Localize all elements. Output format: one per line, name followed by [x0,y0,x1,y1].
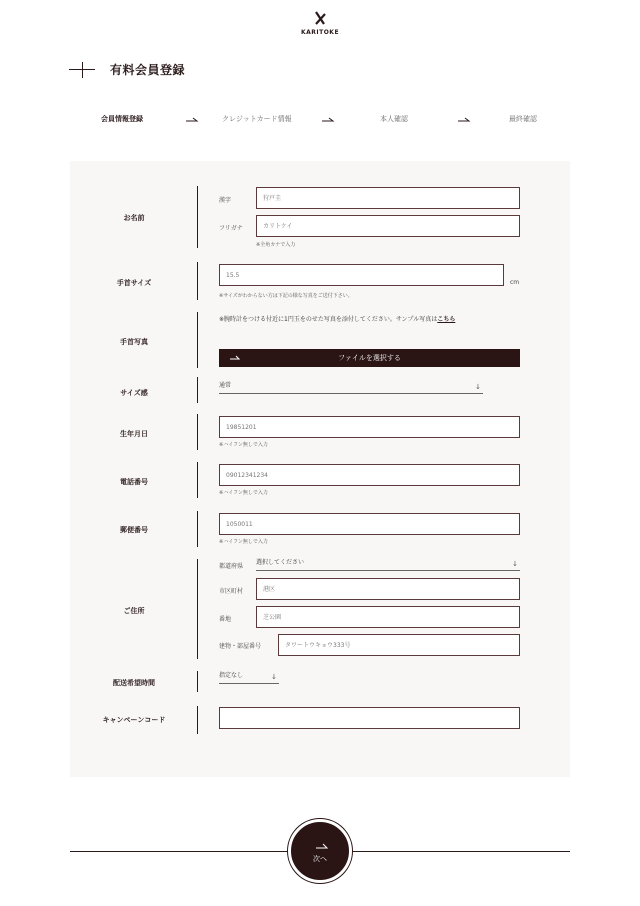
step-arrow-icon [457,116,471,126]
page-title-text: 有料会員登録 [110,63,186,77]
kana-label: フリガナ [219,225,243,232]
divider [197,262,198,300]
delivery-time-value: 指定なし [219,672,244,679]
step-identity: 本人確認 [380,115,408,123]
registration-steps [0,114,640,130]
divider [197,559,198,659]
prefecture-value: 選択してください [256,559,305,566]
arrow-right-icon [315,842,329,852]
choose-file-label: ファイルを選択する [338,354,401,362]
divider [197,511,198,547]
name-kanji-input[interactable] [256,187,520,209]
phone-label: 電話番号 [120,478,148,486]
divider [197,414,198,450]
prefecture-select[interactable] [256,557,520,571]
postal-label: 郵便番号 [120,526,148,534]
wrist-size-note: ※サイズがわからない方は下記の様な写真をご送付下さい。 [219,293,353,299]
campaign-code-input[interactable] [219,707,520,729]
birthday-note: ※ハイフン無しで入力 [219,442,268,448]
wrist-photo-label: 手首写真 [120,338,148,346]
street-label: 番地 [219,616,232,623]
divider [197,312,198,368]
brand-name: KARITOKE [300,29,340,36]
next-button[interactable] [288,819,352,883]
wrist-size-label: 手首サイズ [116,279,152,287]
size-fit-select[interactable] [219,380,483,394]
delivery-time-label: 配送希望時間 [113,679,155,687]
kanji-label: 漢字 [219,197,232,204]
kana-note: ※全角カナで入力 [256,242,296,248]
divider [197,186,198,248]
step-member-info: 会員情報登録 [101,115,143,123]
city-label: 市区町村 [219,588,244,595]
step-final-confirm: 最終確認 [509,115,537,123]
sample-photo-link[interactable]: こちら [437,316,456,323]
wrist-unit: cm [510,279,520,286]
name-kana-input[interactable] [256,215,520,237]
page-title [69,61,185,78]
arrow-right-icon [229,353,241,363]
postal-note: ※ハイフン無しで入力 [219,539,268,545]
plus-icon [69,62,95,78]
wrist-photo-note-text: ※腕時計をつける付近に1円玉をのせた写真を添付してください。サンプル写真は [219,316,438,323]
campaign-code-label: キャンペーンコード [102,716,166,724]
building-input[interactable] [278,634,520,656]
size-fit-value: 通常 [219,382,232,389]
prefecture-label: 都道府県 [219,563,244,570]
step-arrow-icon [321,116,335,126]
divider [197,706,198,734]
birthday-label: 生年月日 [120,430,148,438]
city-input[interactable] [256,578,520,600]
step-credit-card: クレジットカード情報 [222,115,292,123]
delivery-time-select[interactable] [219,670,279,684]
size-fit-label: サイズ感 [120,389,148,397]
name-label: お名前 [123,214,145,222]
wrist-photo-note [219,314,455,323]
phone-note: ※ハイフン無しで入力 [219,490,268,496]
divider [197,377,198,403]
brand-logo[interactable] [0,10,640,36]
postal-input[interactable] [219,513,520,535]
building-label: 建物・部屋番号 [219,643,262,650]
divider [197,671,198,692]
phone-input[interactable] [219,464,520,486]
street-input[interactable] [256,606,520,628]
chevron-down-icon: ↓ [512,560,518,568]
choose-file-button[interactable] [219,349,520,367]
chevron-down-icon: ↓ [475,383,481,391]
wrist-size-input[interactable] [219,264,504,286]
next-button-label: 次へ [313,855,327,863]
divider [197,462,198,498]
step-arrow-icon [185,116,199,126]
chevron-down-icon: ↓ [271,673,277,681]
address-label: ご住所 [123,607,145,615]
birthday-input[interactable] [219,416,520,438]
brand-logo-icon [312,10,328,26]
